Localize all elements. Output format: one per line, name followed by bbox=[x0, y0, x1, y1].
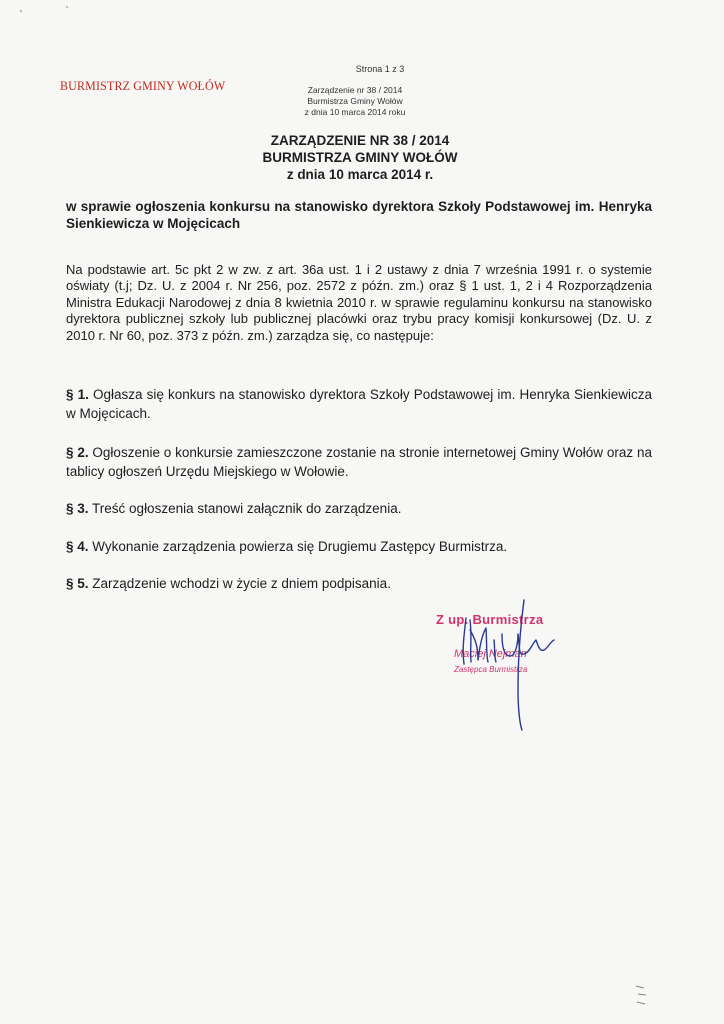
paragraph-number: § 1. bbox=[66, 387, 89, 402]
stamp-line: Z up. Burmistrza bbox=[436, 612, 544, 627]
paragraph-1 bbox=[66, 385, 652, 423]
document-title bbox=[180, 132, 540, 183]
page-number: Strona 1 z 3 bbox=[355, 64, 405, 74]
issuer-stamp: BURMISTRZ GMINY WOŁÓW bbox=[60, 78, 226, 93]
paragraph-text: Wykonanie zarządzenia powierza się Drugiemu Zastępcy Burmistrza. bbox=[92, 539, 508, 554]
paragraph-3 bbox=[66, 499, 652, 518]
reference-line: Burmistrza Gminy Wołów bbox=[307, 96, 403, 106]
paragraph-4 bbox=[66, 537, 652, 556]
paragraph-text: Zarządzenie wchodzi w życie z dniem podpisania. bbox=[92, 576, 391, 591]
handwritten-signature-icon bbox=[440, 590, 590, 740]
paragraph-text: Ogłoszenie o konkursie zamieszczone zostanie na stronie internetowej Gminy Wołów oraz na tablicy ogłoszeń Urzędu Miejskiego w Wołowie. bbox=[66, 445, 652, 479]
paragraph-number: § 2. bbox=[66, 445, 89, 460]
paragraph-text: Treść ogłoszenia stanowi załącznik do zarządzenia. bbox=[92, 501, 402, 516]
stamp-line: Maciej Nejman bbox=[454, 648, 527, 660]
title-line: z dnia 10 marca 2014 r. bbox=[286, 167, 434, 182]
paragraph-number: § 5. bbox=[66, 576, 89, 591]
legal-basis: Na podstawie art. 5c pkt 2 w zw. z art. 36a ust. 1 i 2 ustawy z dnia 7 września 1991 r. o systemie oświaty (t.j; Dz. U. z 2004 r. Nr 256, poz. 2572 z późn. zm.) oraz § 1 ust. 1, 2 i 4 Rozporządzenia Ministra Edukacji Narodowej z dnia 8 kwietnia 2010 r. w sprawie regulaminu konkursu na stanowisko dyrektora publicznej szkoły lub publicznej placówki oraz trybu pracy komisji konkursowej (Dz. U. z 2010 r. Nr 60, poz. 373 z późn. zm.) zarządza się, co następuje: bbox=[66, 262, 652, 343]
paragraph-2 bbox=[66, 443, 652, 481]
stamp-line: Zastępca Burmistrza bbox=[454, 665, 528, 674]
scan-artifact-icon bbox=[14, 0, 74, 20]
paragraph-number: § 3. bbox=[66, 501, 89, 516]
paragraph-text: Ogłasza się konkurs na stanowisko dyrektora Szkoły Podstawowej im. Henryka Sienkiewicza w Mojęcicach. bbox=[66, 387, 652, 421]
reference-line: Zarządzenie nr 38 / 2014 bbox=[307, 85, 403, 95]
title-line: BURMISTRZA GMINY WOŁÓW bbox=[262, 150, 458, 165]
reference-block bbox=[275, 85, 435, 118]
document-subject: w sprawie ogłoszenia konkursu na stanowisko dyrektora Szkoły Podstawowej im. Henryka Sienkiewicza w Mojęcicach bbox=[66, 199, 652, 231]
title-line: ZARZĄDZENIE NR 38 / 2014 bbox=[270, 133, 450, 148]
paragraph-number: § 4. bbox=[66, 539, 89, 554]
scan-artifact-icon bbox=[632, 980, 652, 1010]
reference-line: z dnia 10 marca 2014 roku bbox=[304, 107, 406, 117]
